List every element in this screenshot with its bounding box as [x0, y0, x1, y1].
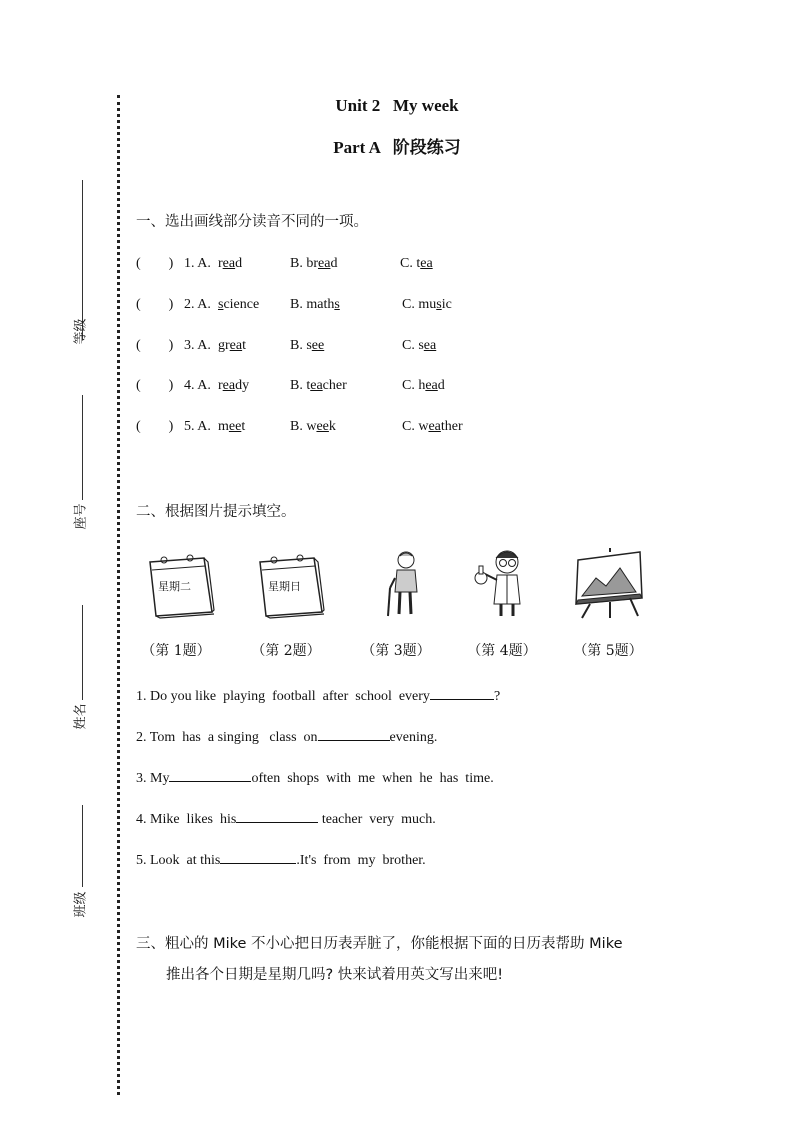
question-num: 1. A.: [184, 256, 211, 271]
fill-sentence-3-post: often shops with me when he has time.: [251, 771, 494, 786]
easel-painting-image: [570, 548, 650, 620]
caption-q4: （第 4题）: [467, 643, 537, 659]
side-label-seat: 座号: [73, 503, 89, 530]
option-c: C. tea: [400, 256, 433, 271]
fill-sentence-2-pre: 2. Tom has a singing class on: [136, 730, 318, 745]
question-num: 5. A.: [184, 419, 211, 434]
answer-paren[interactable]: ( ): [136, 297, 174, 312]
caption-q3: （第 3题）: [361, 643, 431, 659]
side-field-seat[interactable]: [60, 395, 100, 535]
science-teacher-image: [465, 548, 545, 620]
fill-blank-5[interactable]: [220, 850, 296, 864]
fill-sentence-2-post: evening.: [389, 730, 438, 745]
unit-title: Unit 2 My week: [335, 96, 459, 115]
answer-paren[interactable]: ( ): [136, 256, 174, 271]
option-a: great: [218, 338, 246, 353]
fill-blank-2[interactable]: [318, 727, 390, 741]
section2-heading: 二、根据图片提示填空。: [136, 504, 296, 520]
grandfather-image: [370, 548, 450, 620]
calendar-sunday-image: [250, 548, 330, 620]
caption-q2: （第 2题）: [251, 643, 321, 659]
fill-sentence-4-pre: 4. Mike likes his: [136, 812, 237, 827]
question-num: 2. A.: [184, 297, 211, 312]
section3-line2: 推出各个日期是星期几吗? 快来试着用英文写出来吧!: [166, 967, 504, 983]
fill-sentence-5-post: .It's from my brother.: [296, 853, 426, 868]
caption-q1: （第 1题）: [141, 643, 211, 659]
option-a: read: [218, 256, 243, 271]
option-c: C. weather: [402, 419, 463, 434]
fill-sentence-2: [136, 727, 437, 746]
side-field-grade[interactable]: [60, 180, 100, 350]
fill-blank-4[interactable]: [236, 809, 318, 823]
option-b: B. bread: [290, 256, 338, 271]
fill-sentence-5: [136, 850, 426, 869]
side-field-name[interactable]: [60, 605, 100, 735]
option-b: B. see: [290, 338, 325, 353]
question-num: 3. A.: [184, 338, 211, 353]
question-num: 4. A.: [184, 378, 211, 393]
option-b: B. maths: [290, 297, 340, 312]
fill-blank-1[interactable]: [430, 686, 494, 700]
fill-blank-3[interactable]: [169, 768, 251, 782]
side-label-name: 姓名: [73, 703, 89, 730]
fill-sentence-1: [136, 686, 500, 705]
calendar-tuesday-label: 星期二: [158, 580, 191, 593]
option-c: C. head: [402, 378, 445, 393]
answer-paren[interactable]: ( ): [136, 338, 174, 353]
side-label-class: 班级: [73, 891, 89, 918]
option-b: B. teacher: [290, 378, 347, 393]
binding-dotted-line: [117, 95, 120, 1095]
option-a: ready: [218, 378, 250, 393]
side-label-grade: 等级: [73, 318, 89, 345]
option-b: B. week: [290, 419, 336, 434]
section1-heading: 一、选出画线部分读音不同的一项。: [136, 214, 368, 230]
calendar-sunday-label: 星期日: [268, 580, 301, 593]
caption-q5: （第 5题）: [573, 643, 643, 659]
answer-paren[interactable]: ( ): [136, 419, 174, 434]
fill-sentence-5-pre: 5. Look at this: [136, 853, 221, 868]
option-a: meet: [218, 419, 246, 434]
part-subtitle: Part A 阶段练习: [333, 138, 461, 157]
section3-line1: 三、粗心的 Mike 不小心把日历表弄脏了，你能根据下面的日历表帮助 Mike: [136, 936, 623, 952]
fill-sentence-3: [136, 768, 494, 787]
calendar-tuesday-image: [140, 548, 220, 620]
option-a: science: [218, 297, 260, 312]
fill-sentence-3-pre: 3. My: [136, 771, 170, 786]
option-c: C. music: [402, 297, 452, 312]
option-c: C. sea: [402, 338, 437, 353]
fill-sentence-4-post: teacher very much.: [318, 812, 436, 827]
side-field-class[interactable]: [60, 805, 100, 920]
fill-sentence-1-pre: 1. Do you like playing football after school every: [136, 689, 430, 704]
fill-sentence-4: [136, 809, 436, 828]
answer-paren[interactable]: ( ): [136, 378, 174, 393]
fill-sentence-1-post: ?: [493, 689, 501, 704]
